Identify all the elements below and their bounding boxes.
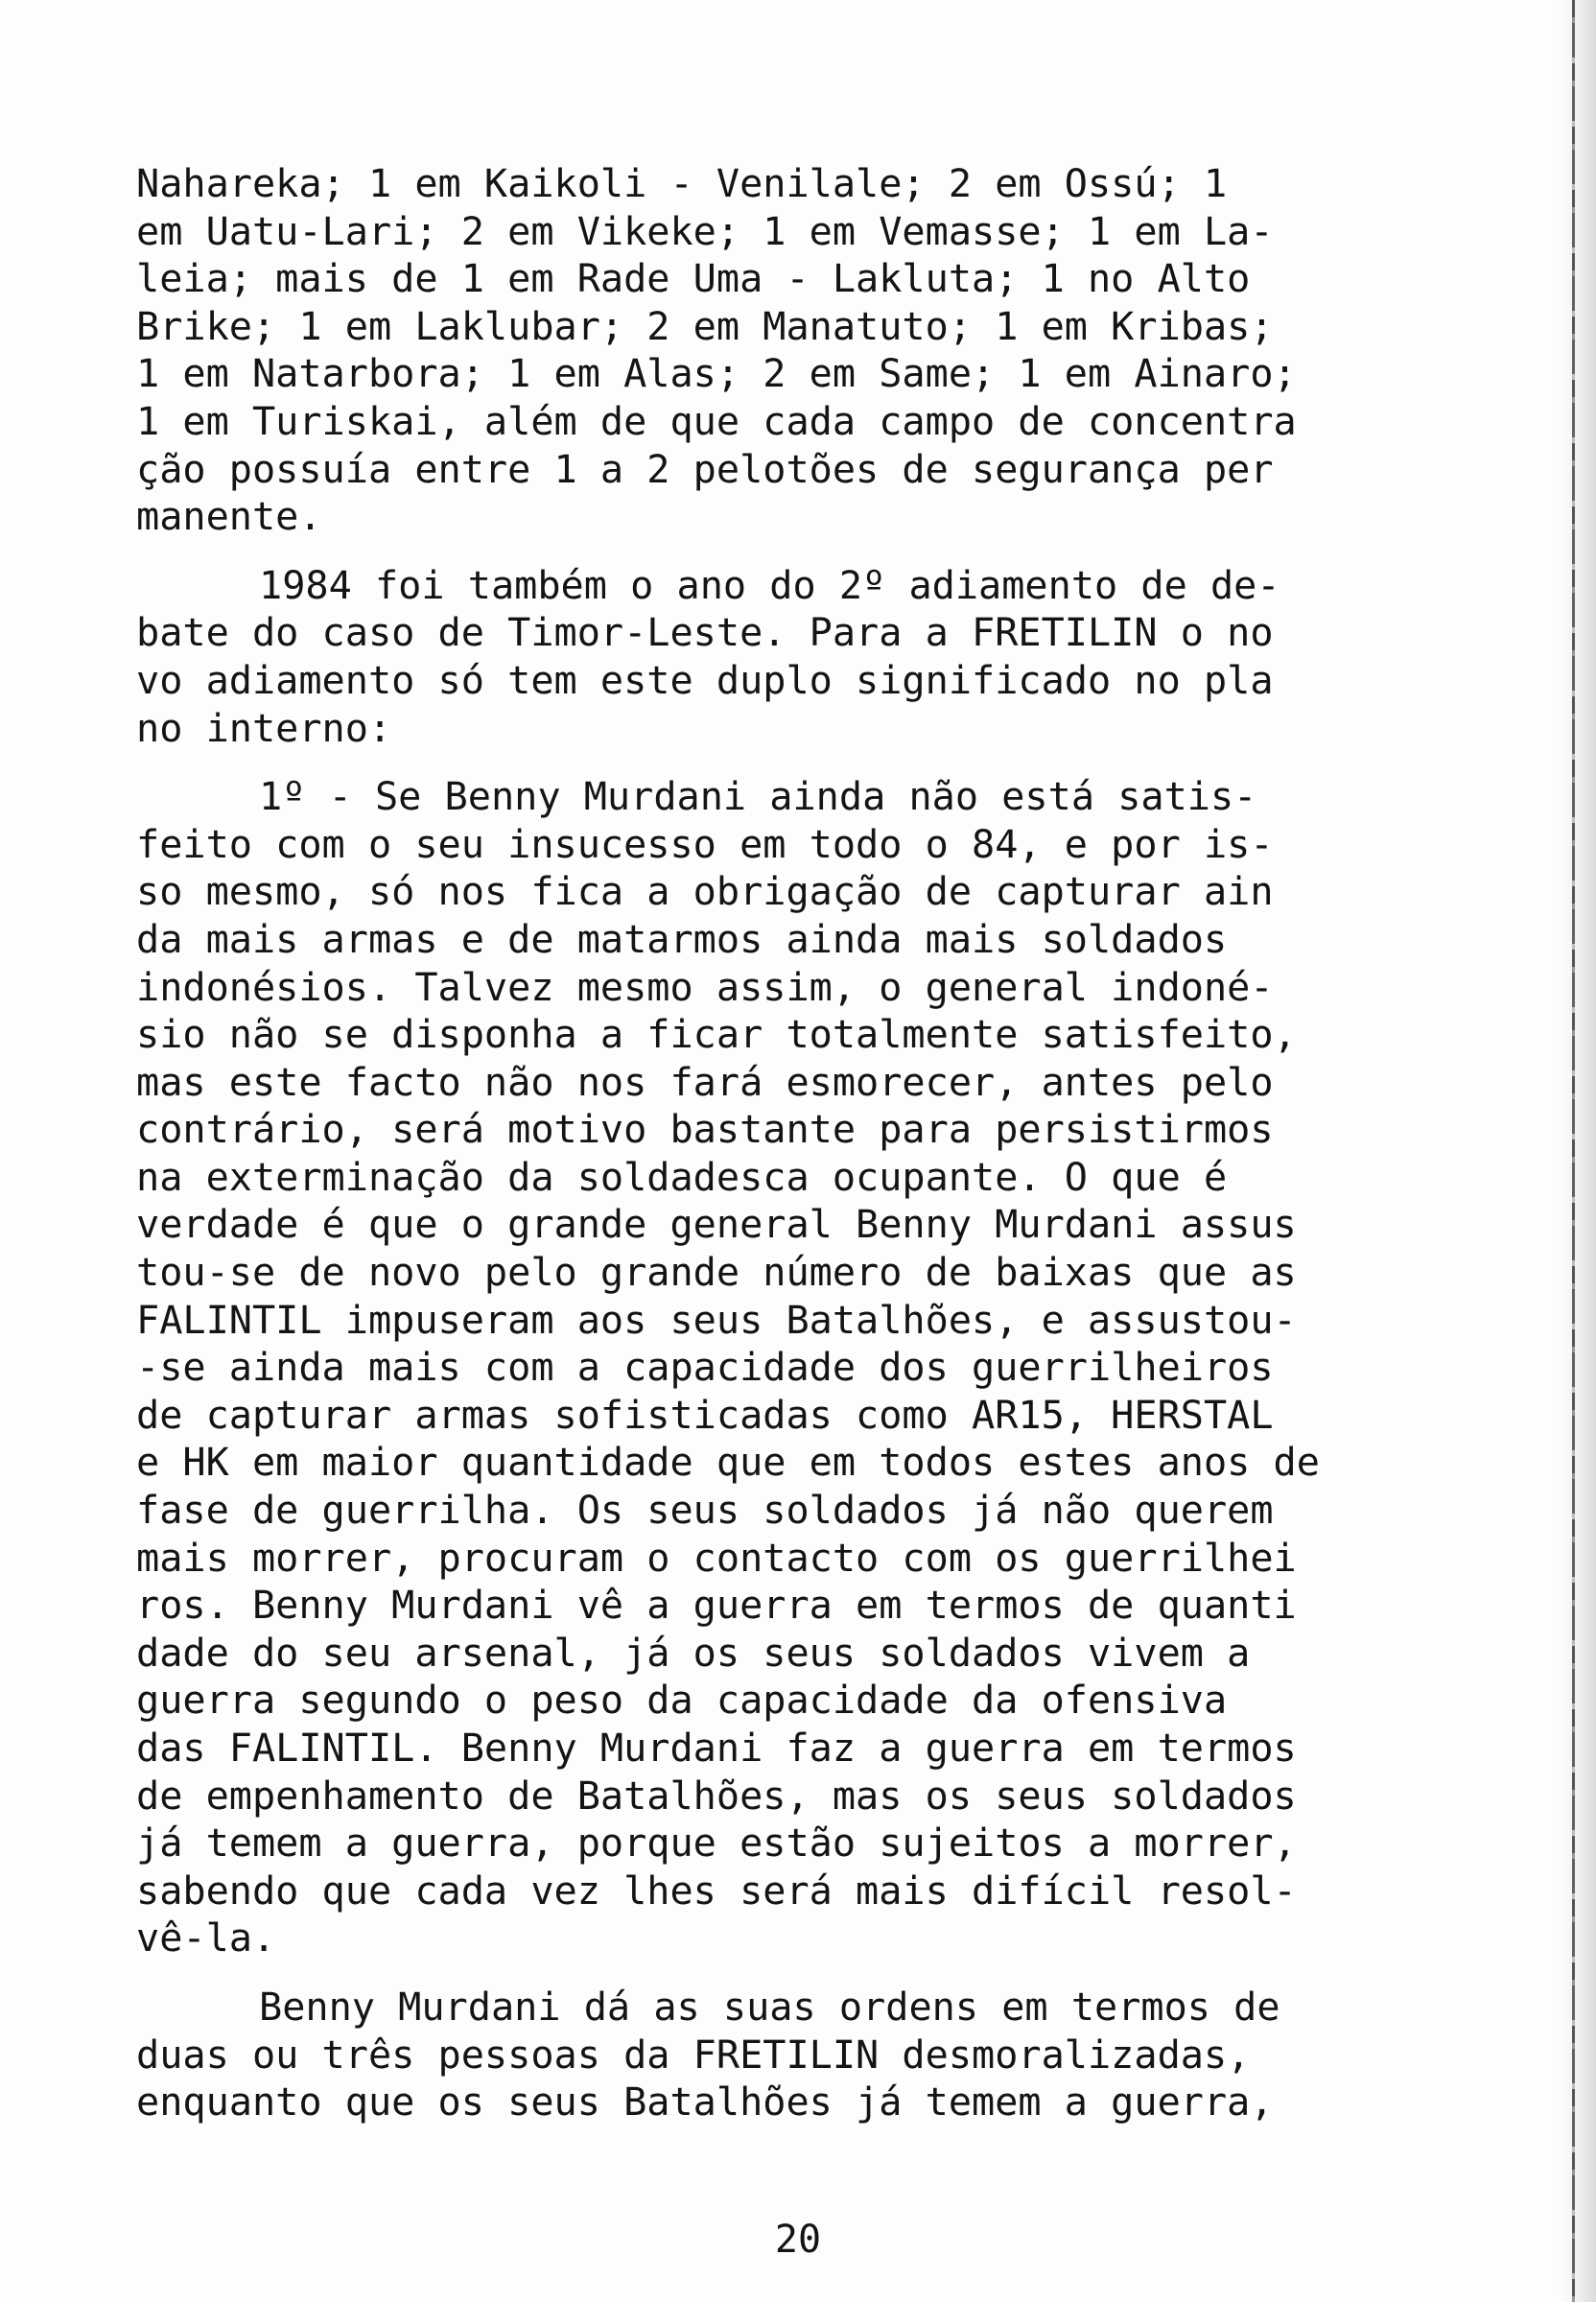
text-line: no interno: (136, 706, 392, 751)
text-line: Brike; 1 em Laklubar; 2 em Manatuto; 1 em Kribas; (136, 304, 1274, 349)
text-line: 1º - Se Benny Murdani ainda não está satis- (259, 775, 1257, 820)
text-line: mais morrer, procuram o contacto com os guerrilhei (136, 1536, 1297, 1581)
text-line: -se ainda mais com a capacidade dos guerrilheiros (136, 1346, 1274, 1391)
text-line: dade do seu arsenal, já os seus soldados vivem a (136, 1631, 1251, 1676)
text-line: 1 em Natarbora; 1 em Alas; 2 em Same; 1 em Ainaro; (136, 352, 1297, 397)
text-line: da mais armas e de matarmos ainda mais soldados (136, 917, 1228, 962)
paragraph-4 (136, 1985, 1383, 2127)
text-line: duas ou três pessoas da FRETILIN desmoralizadas, (136, 2032, 1251, 2078)
text-line: FALINTIL impuseram aos seus Batalhões, e assustou- (136, 1298, 1297, 1343)
page-number: 20 (774, 2218, 822, 2262)
text-line: verdade é que o grande general Benny Murdani assus (136, 1203, 1297, 1248)
text-line: ção possuía entre 1 a 2 pelotões de segurança per (136, 447, 1274, 492)
paragraph-2 (136, 563, 1383, 753)
paragraph-1 (136, 161, 1383, 542)
text-line: e HK em maior quantidade que em todos estes anos de (136, 1441, 1320, 1486)
text-line: na exterminação da soldadesca ocupante. O que é (136, 1155, 1228, 1200)
text-line: indonésios. Talvez mesmo assim, o general indoné- (136, 965, 1274, 1010)
text-line: sio não se disponha a ficar totalmente satisfeito, (136, 1013, 1297, 1058)
text-line: feito com o seu insucesso em todo o 84, e por is- (136, 822, 1274, 867)
text-line: contrário, será motivo bastante para persistirmos (136, 1108, 1274, 1153)
text-line: guerra segundo o peso da capacidade da ofensiva (136, 1679, 1228, 1724)
text-line: de empenhamento de Batalhões, mas os seus soldados (136, 1773, 1297, 1819)
text-line: leia; mais de 1 em Rade Uma - Lakluta; 1 no Alto (136, 257, 1251, 302)
text-line: tou-se de novo pelo grande número de baixas que as (136, 1251, 1297, 1296)
text-line: mas este facto não nos fará esmorecer, antes pelo (136, 1060, 1274, 1105)
text-line: em Uatu-Lari; 2 em Vikeke; 1 em Vemasse; 1 em La- (136, 209, 1274, 254)
text-line: fase de guerrilha. Os seus soldados já não querem (136, 1489, 1274, 1534)
scan-shadow-edge (1558, 0, 1596, 2302)
text-line: de capturar armas sofisticadas como AR15, HERSTAL (136, 1393, 1274, 1438)
text-line: Nahareka; 1 em Kaikoli - Venilale; 2 em Ossú; 1 (136, 162, 1228, 206)
body-text (136, 161, 1383, 2149)
text-line: Benny Murdani dá as suas ordens em termos de (259, 1985, 1280, 2030)
text-line: vê-la. (136, 1916, 276, 1961)
paragraph-3 (136, 774, 1383, 1963)
text-line: das FALINTIL. Benny Murdani faz a guerra em termos (136, 1726, 1297, 1771)
scan-binding-edge (1572, 0, 1575, 2302)
text-line: enquanto que os seus Batalhões já temem a guerra, (136, 2080, 1274, 2126)
text-line: so mesmo, só nos fica a obrigação de capturar ain (136, 870, 1274, 915)
text-line: vo adiamento só tem este duplo significado no pla (136, 658, 1274, 703)
text-line: sabendo que cada vez lhes será mais difícil resol- (136, 1868, 1297, 1914)
text-line: ros. Benny Murdani vê a guerra em termos de quanti (136, 1584, 1297, 1629)
text-line: já temem a guerra, porque estão sujeitos a morrer, (136, 1821, 1297, 1867)
text-line: bate do caso de Timor-Leste. Para a FRETILIN o no (136, 611, 1274, 656)
text-line: manente. (136, 495, 322, 540)
text-line: 1984 foi também o ano do 2º adiamento de de- (259, 563, 1280, 608)
text-line: 1 em Turiskai, além de que cada campo de concentra (136, 399, 1297, 444)
